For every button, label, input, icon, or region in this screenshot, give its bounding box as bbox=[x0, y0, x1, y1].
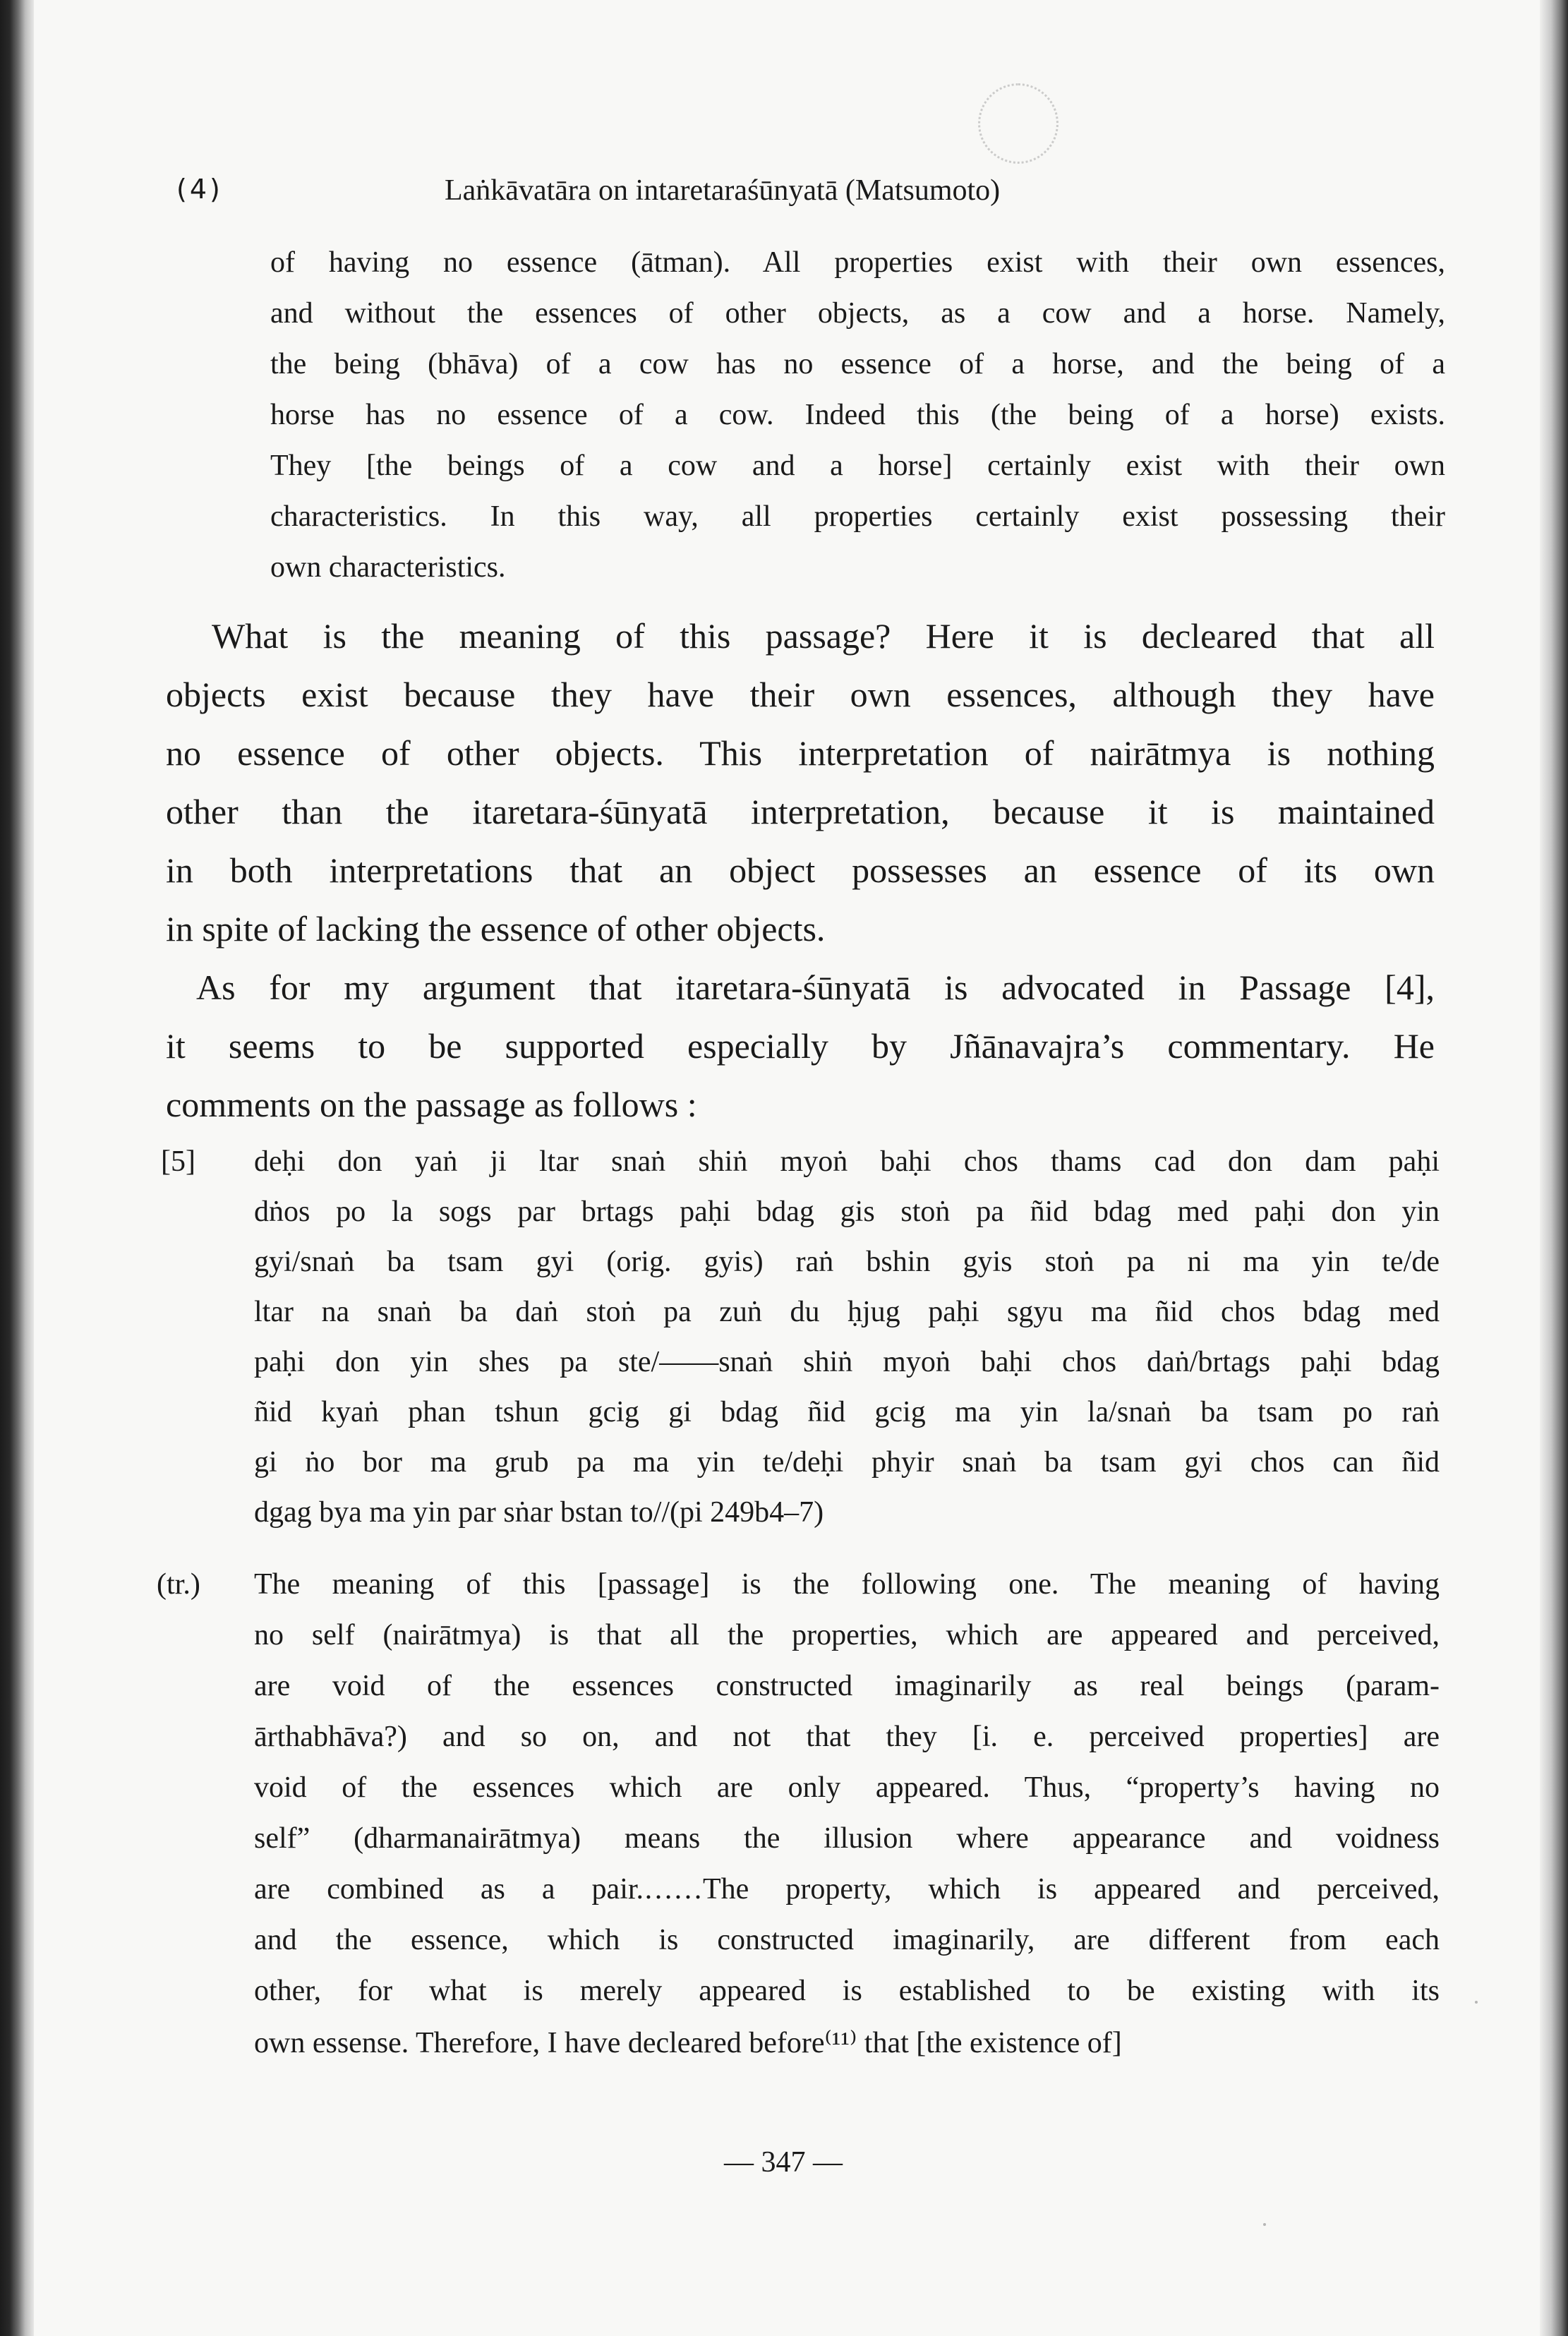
quote-line: characteristics. In this way, all properties certainly exist possessing their bbox=[270, 500, 1445, 533]
quote-line: horse has no essence of a cow. Indeed this (the being of a horse) exists. bbox=[270, 399, 1445, 431]
tibetan-line: gi ṅo bor ma grub pa ma yin te/deḥi phyir snaṅ ba tsam gyi chos can ñid bbox=[254, 1446, 1440, 1479]
stamp-mark bbox=[978, 83, 1059, 164]
quote-line: They [the beings of a cow and a horse] certainly exist with their own bbox=[270, 450, 1445, 482]
body-line: comments on the passage as follows : bbox=[166, 1085, 697, 1124]
tibetan-line: paḥi don yin shes pa ste/——snaṅ shiṅ myoṅ baḥi chos daṅ/brtags paḥi bdag bbox=[254, 1346, 1440, 1378]
body-line: objects exist because they have their own essences, although they have bbox=[166, 675, 1435, 714]
page-header bbox=[162, 168, 1425, 217]
body-line: other than the itaretara-śūnyatā interpretation, because it is maintained bbox=[166, 792, 1435, 831]
quote-line: of having no essence (ātman). All properties exist with their own essences, bbox=[270, 246, 1445, 279]
translation-line: self” (dharmanairātmya) means the illusion where appearance and voidness bbox=[254, 1822, 1440, 1855]
page-footer: — 347 — bbox=[724, 2146, 843, 2179]
translation-line: and the essence, which is constructed imaginarily, are different from each bbox=[254, 1924, 1440, 1956]
body-line: As for my argument that itaretara-śūnyatā is advocated in Passage [4], bbox=[196, 968, 1435, 1007]
translation-line: other, for what is merely appeared is established to be existing with its bbox=[254, 1975, 1440, 2007]
translation-line: The meaning of this [passage] is the following one. The meaning of having bbox=[254, 1568, 1440, 1601]
tibetan-line: dṅos po la sogs par brtags paḥi bdag gis stoṅ pa ñid bdag med paḥi don yin bbox=[254, 1196, 1440, 1228]
tibetan-line: ñid kyaṅ phan tshun gcig gi bdag ñid gcig ma yin la/snaṅ ba tsam po raṅ bbox=[254, 1396, 1440, 1428]
body-line: What is the meaning of this passage? Here it is decleared that all bbox=[212, 616, 1435, 656]
translation-line: no self (nairātmya) is that all the properties, which are appeared and perceived, bbox=[254, 1619, 1440, 1651]
binding-shadow-right bbox=[1540, 0, 1568, 2336]
quote-line: own characteristics. bbox=[270, 551, 506, 584]
body-line: no essence of other objects. This interpretation of nairātmya is nothing bbox=[166, 733, 1435, 773]
body-line: in spite of lacking the essence of other objects. bbox=[166, 909, 826, 949]
quote-line: the being (bhāva) of a cow has no essence of a horse, and the being of a bbox=[270, 348, 1445, 380]
translation-line: are combined as a pair.……The property, which is appeared and perceived, bbox=[254, 1873, 1440, 1905]
tibetan-line: deḥi don yaṅ ji ltar snaṅ shiṅ myoṅ baḥi chos thams cad don dam paḥi bbox=[254, 1145, 1440, 1178]
body-line: it seems to be supported especially by Jñānavajra’s commentary. He bbox=[166, 1026, 1435, 1066]
tibetan-line: gyi/snaṅ ba tsam gyi (orig. gyis) raṅ bshin gyis stoṅ pa ni ma yin te/de bbox=[254, 1246, 1440, 1278]
passage-label: [5] bbox=[161, 1145, 195, 1178]
translation-line: ārthabhāva?) and so on, and not that they [i. e. perceived properties] are bbox=[254, 1721, 1440, 1753]
translation-line: are void of the essences constructed imaginarily as real beings (param- bbox=[254, 1670, 1440, 1702]
running-head: Laṅkāvatāra on intaretaraśūnyatā (Matsumoto) bbox=[445, 174, 1001, 207]
translation-line: own essense. Therefore, I have decleared before⁽¹¹⁾ that [the existence of] bbox=[254, 2027, 1122, 2059]
binding-shadow-left bbox=[0, 0, 34, 2336]
translation-label: (tr.) bbox=[157, 1568, 200, 1601]
page-number: (4) bbox=[176, 174, 223, 205]
tibetan-line: ltar na snaṅ ba daṅ stoṅ pa zuṅ du ḥjug paḥi sgyu ma ñid chos bdag med bbox=[254, 1296, 1440, 1328]
quote-line: and without the essences of other objects, as a cow and a horse. Namely, bbox=[270, 297, 1445, 330]
paper-speck bbox=[1263, 2223, 1266, 2226]
paper-speck bbox=[1475, 2001, 1478, 2004]
tibetan-line: dgag bya ma yin par sṅar bstan to//(pi 249b4–7) bbox=[254, 1496, 824, 1529]
body-line: in both interpretations that an object possesses an essence of its own bbox=[166, 850, 1435, 890]
translation-line: void of the essences which are only appeared. Thus, “property’s having no bbox=[254, 1771, 1440, 1804]
